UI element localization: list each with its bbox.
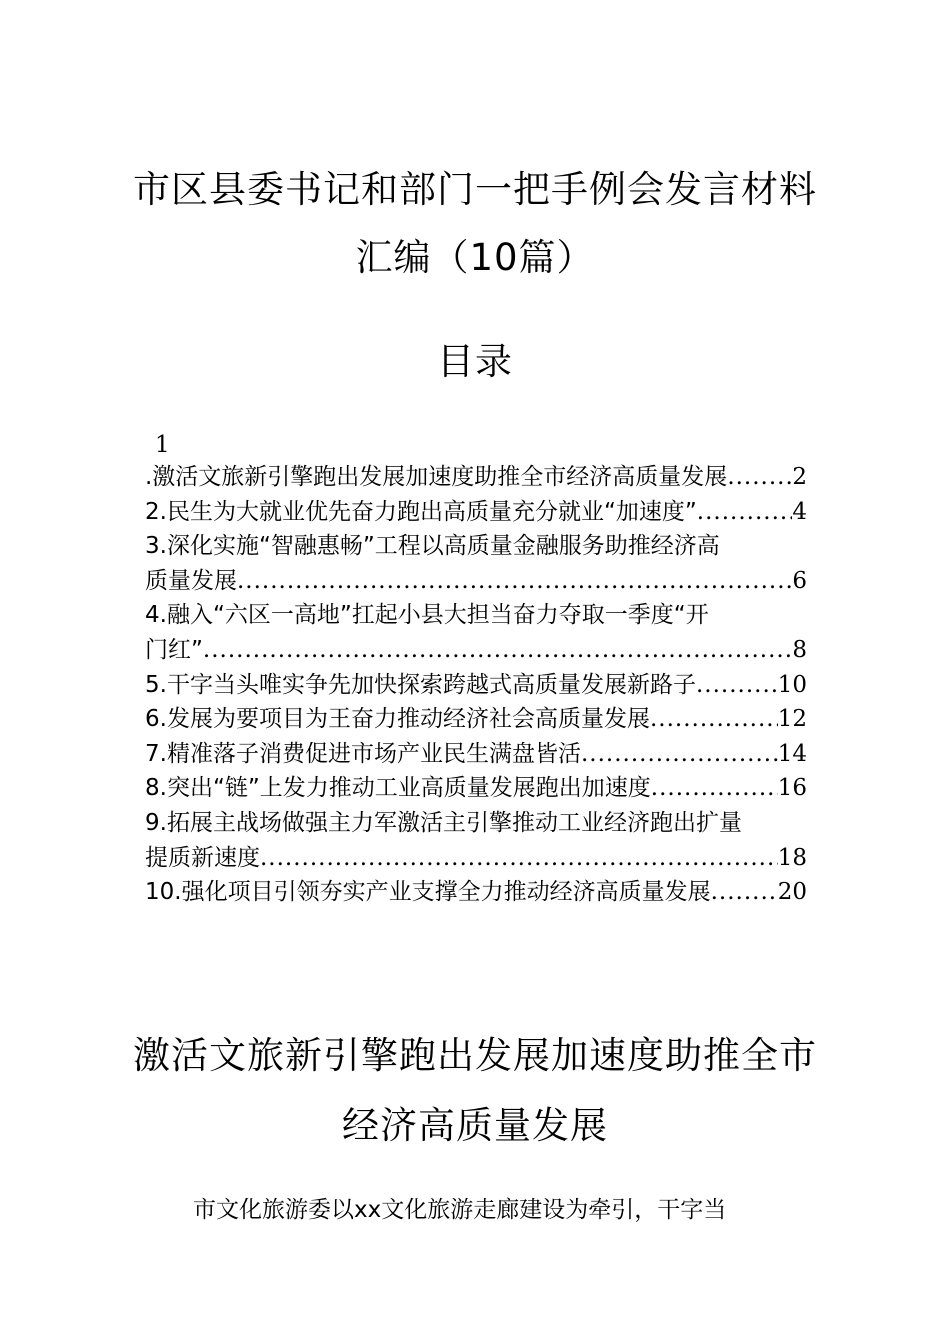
toc-entry-text: 7.精准落子消费促进市场产业民生满盘皆活: [145, 740, 581, 767]
toc-leader-dots: [711, 875, 778, 910]
toc-leader-dots: [727, 460, 792, 495]
article-title-line1: 激活文旅新引擎跑出发展加速度助推全市: [133, 1034, 817, 1077]
toc-entry-text: 4.融入“六区一高地”扛起小县大担当奋力夺取一季度“开: [145, 602, 709, 629]
toc-page-number: 16: [777, 775, 807, 802]
toc-entry[interactable]: [145, 875, 807, 910]
document-title-line1: 市区县委书记和部门一把手例会发言材料: [133, 168, 817, 211]
toc-page-number: 8: [792, 636, 807, 663]
toc-page-number: 20: [777, 879, 807, 906]
toc-first-number: 1: [155, 432, 170, 458]
toc-entry[interactable]: [145, 702, 807, 737]
toc-entry[interactable]: [145, 460, 807, 495]
toc-page-number: 14: [777, 740, 807, 767]
toc-entry-text: 提质新速度: [145, 844, 260, 871]
toc-entry[interactable]: [145, 737, 807, 772]
toc-leader-dots: [581, 737, 778, 772]
toc-leader-dots: [203, 633, 792, 668]
toc-page-number: 4: [792, 498, 807, 525]
toc-entry-text: 5.干字当头唯实争先加快探索跨越式高质量发展新路子: [145, 671, 696, 698]
toc-entry[interactable]: [145, 529, 807, 598]
toc-page-number: 12: [777, 706, 807, 733]
table-of-contents: [145, 460, 807, 910]
toc-page-number: 18: [777, 844, 807, 871]
toc-entry-text: 9.拓展主战场做强主力军激活主引擎推动工业经济跑出扩量: [145, 809, 742, 836]
toc-page-number: 6: [792, 567, 807, 594]
toc-leader-dots: [650, 702, 778, 737]
toc-leader-dots: [651, 771, 778, 806]
toc-entry-text: 3.深化实施“智融惠畅”工程以高质量金融服务助推经济高: [145, 533, 720, 560]
toc-entry[interactable]: [145, 495, 807, 530]
toc-entry[interactable]: [145, 806, 807, 875]
toc-page-number: 2: [792, 464, 807, 490]
toc-entry-text: 2.民生为大就业优先奋力跑出高质量充分就业“加速度”: [145, 498, 697, 525]
toc-entry-text: .激活文旅新引擎跑出发展加速度助推全市经济高质量发展: [145, 464, 728, 490]
toc-leader-dots: [697, 495, 793, 530]
toc-entry-text: 质量发展: [145, 567, 237, 594]
article-title-line2: 经济高质量发展: [342, 1104, 608, 1147]
document-title-line2: 汇编（10篇）: [355, 236, 595, 279]
toc-leader-dots: [260, 841, 778, 876]
toc-leader-dots: [696, 668, 778, 703]
toc-heading: 目录: [437, 340, 513, 383]
toc-entry-text: 6.发展为要项目为王奋力推动经济社会高质量发展: [145, 706, 650, 733]
toc-entry-text: 10.强化项目引领夯实产业支撑全力推动经济高质量发展: [145, 879, 711, 906]
toc-entry[interactable]: [145, 668, 807, 703]
article-paragraph: 市文化旅游委以xx文化旅游走廊建设为牵引，干字当: [193, 1197, 727, 1223]
toc-page-number: 10: [777, 671, 807, 698]
toc-entry-text: 门红”: [145, 636, 203, 663]
toc-entry[interactable]: [145, 771, 807, 806]
toc-leader-dots: [237, 564, 792, 599]
toc-entry[interactable]: [145, 598, 807, 667]
toc-entry-text: 8.突出“链”上发力推动工业高质量发展跑出加速度: [145, 775, 651, 802]
